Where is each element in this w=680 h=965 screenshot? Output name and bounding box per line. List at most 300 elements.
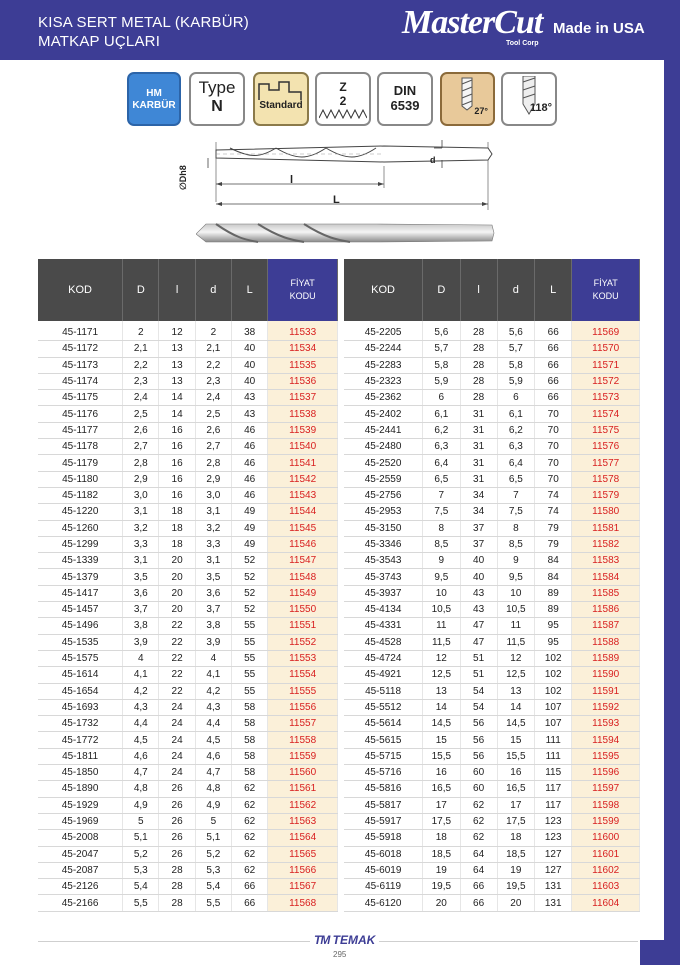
cell-D: 6,3 [423,439,460,455]
cell-price: 11591 [572,683,640,699]
cell-d: 13 [497,683,534,699]
cell-l: 18 [159,536,195,552]
badge-flutes [315,72,371,126]
table-row [344,553,640,569]
cell-kod: 45-1299 [38,536,123,552]
cell-l: 28 [159,862,195,878]
cell-L: 58 [232,699,268,715]
cell-kod: 45-1654 [38,683,123,699]
table-row [344,879,640,895]
table-row [38,830,338,846]
cell-D: 9 [423,553,460,569]
table-row [344,341,640,357]
cell-kod: 45-1172 [38,341,123,357]
table-row [38,536,338,552]
table-row [344,406,640,422]
cell-D: 5,7 [423,341,460,357]
table-row [344,585,640,601]
cell-d: 2,1 [195,341,231,357]
cell-kod: 45-2008 [38,830,123,846]
table-row [38,520,338,536]
diagram-label-L: L [333,194,340,206]
cell-d: 5,9 [497,373,534,389]
cell-D: 6,4 [423,455,460,471]
cell-L: 79 [535,536,572,552]
cell-l: 16 [159,487,195,503]
cell-L: 43 [232,390,268,406]
cell-kod: 45-6120 [344,895,423,911]
table-row [38,602,338,618]
cell-D: 3,8 [123,618,159,634]
cell-price: 11555 [268,683,338,699]
cell-kod: 45-1182 [38,487,123,503]
cell-L: 84 [535,553,572,569]
footer-brand-logo [310,933,379,947]
table-row [344,602,640,618]
cell-d: 6 [497,390,534,406]
table-row [344,357,640,373]
cell-D: 10 [423,585,460,601]
col-header-l: l [460,259,497,321]
cell-price: 11563 [268,813,338,829]
cell-L: 70 [535,471,572,487]
cell-price: 11599 [572,813,640,829]
cell-l: 24 [159,699,195,715]
cell-L: 52 [232,585,268,601]
cell-L: 89 [535,585,572,601]
table-row [38,634,338,650]
cell-kod: 45-1175 [38,390,123,406]
cell-kod: 45-1173 [38,357,123,373]
cell-d: 17,5 [497,813,534,829]
cell-d: 4,8 [195,781,231,797]
cell-l: 24 [159,732,195,748]
cell-l: 66 [460,895,497,911]
table-row [344,536,640,552]
cell-d: 15 [497,732,534,748]
table-row [38,667,338,683]
col-header-kod: KOD [344,259,423,321]
cell-price: 11569 [572,321,640,341]
cell-L: 74 [535,504,572,520]
cell-kod: 45-2953 [344,504,423,520]
cell-L: 95 [535,618,572,634]
cell-kod: 45-5512 [344,699,423,715]
cell-d: 4,1 [195,667,231,683]
cell-D: 5,5 [123,895,159,911]
cell-price: 11578 [572,471,640,487]
cell-kod: 45-4724 [344,650,423,666]
helix-angle-value: 27° [474,106,488,116]
cell-l: 64 [460,846,497,862]
badge-hm-line2: KARBÜR [132,100,176,111]
cell-d: 10 [497,585,534,601]
table-row [38,650,338,666]
cell-D: 2,3 [123,373,159,389]
price-header-line1: FİYAT [290,278,315,288]
cell-kod: 45-5918 [344,830,423,846]
cell-price: 11574 [572,406,640,422]
cell-D: 6,1 [423,406,460,422]
cell-kod: 45-1496 [38,618,123,634]
cell-l: 26 [159,781,195,797]
cell-l: 24 [159,716,195,732]
table-row [38,748,338,764]
cell-d: 4 [195,650,231,666]
cell-d: 3,7 [195,602,231,618]
cell-l: 14 [159,390,195,406]
cell-l: 28 [460,373,497,389]
table-header-row [38,259,338,321]
cell-D: 4 [123,650,159,666]
cell-price: 11601 [572,846,640,862]
cell-l: 16 [159,422,195,438]
cell-price: 11582 [572,536,640,552]
cell-L: 40 [232,341,268,357]
cell-D: 3,0 [123,487,159,503]
table-row [344,667,640,683]
cell-D: 5,4 [123,879,159,895]
cell-d: 17 [497,797,534,813]
badge-din-value: 6539 [390,98,420,113]
col-header-D: D [123,259,159,321]
table-row [38,406,338,422]
cell-D: 4,2 [123,683,159,699]
cell-L: 52 [232,602,268,618]
cell-L: 70 [535,439,572,455]
cell-l: 16 [159,439,195,455]
col-header-L: L [535,259,572,321]
cell-price: 11592 [572,699,640,715]
cell-kod: 45-5816 [344,781,423,797]
cell-d: 5,2 [195,846,231,862]
cell-L: 70 [535,422,572,438]
table-row [38,895,338,911]
cell-price: 11594 [572,732,640,748]
table-row [344,813,640,829]
cell-price: 11604 [572,895,640,911]
cell-D: 4,4 [123,716,159,732]
cell-l: 31 [460,422,497,438]
table-row [38,341,338,357]
cell-D: 5 [123,813,159,829]
cell-L: 66 [535,321,572,341]
cell-d: 5,3 [195,862,231,878]
cell-D: 16,5 [423,781,460,797]
cell-d: 6,5 [497,471,534,487]
cell-D: 19,5 [423,879,460,895]
cell-price: 11579 [572,487,640,503]
cell-l: 60 [460,781,497,797]
badge-hm-line1: HM [146,88,162,99]
cell-d: 14 [497,699,534,715]
cell-l: 43 [460,585,497,601]
table-row [38,716,338,732]
badge-standard-label: Standard [259,100,303,111]
cell-L: 70 [535,455,572,471]
cell-l: 26 [159,830,195,846]
cell-kod: 45-1174 [38,373,123,389]
cell-d: 6,2 [497,422,534,438]
cell-price: 11573 [572,390,640,406]
table-row [344,862,640,878]
cell-L: 62 [232,813,268,829]
table-row [38,439,338,455]
cell-price: 11564 [268,830,338,846]
cell-kod: 45-5716 [344,765,423,781]
cell-price: 11550 [268,602,338,618]
cell-kod: 45-5715 [344,748,423,764]
cell-kod: 45-5917 [344,813,423,829]
cell-d: 2,5 [195,406,231,422]
cell-l: 28 [460,321,497,341]
cell-L: 79 [535,520,572,536]
cell-kod: 45-4134 [344,602,423,618]
cell-D: 11,5 [423,634,460,650]
cell-D: 16 [423,765,460,781]
cell-kod: 45-1732 [38,716,123,732]
cell-price: 11559 [268,748,338,764]
cell-d: 3,3 [195,536,231,552]
cell-D: 5,1 [123,830,159,846]
badge-helix-angle [440,72,495,126]
cell-D: 17 [423,797,460,813]
table-row [38,683,338,699]
cell-kod: 45-2087 [38,862,123,878]
cell-L: 49 [232,536,268,552]
temak-logo-icon: TM [314,933,330,947]
cell-price: 11558 [268,732,338,748]
cell-d: 19 [497,862,534,878]
made-in-label: Made in USA [553,20,645,37]
cell-l: 34 [460,487,497,503]
cell-kod: 45-2166 [38,895,123,911]
cell-D: 3,3 [123,536,159,552]
badge-type-label: Type [198,78,236,97]
cell-l: 26 [159,846,195,862]
cell-d: 20 [497,895,534,911]
cell-D: 8 [423,520,460,536]
table-row [344,471,640,487]
cell-price: 11577 [572,455,640,471]
cell-L: 58 [232,765,268,781]
cell-l: 20 [159,602,195,618]
cell-l: 22 [159,634,195,650]
table-row [38,422,338,438]
table-row [38,585,338,601]
cell-price: 11584 [572,569,640,585]
badge-din [377,72,433,126]
cell-D: 3,2 [123,520,159,536]
price-header-line2: KODU [289,291,316,301]
cell-d: 9,5 [497,569,534,585]
cell-d: 3,1 [195,504,231,520]
cell-L: 46 [232,471,268,487]
cell-kod: 45-2480 [344,439,423,455]
cell-L: 74 [535,487,572,503]
cell-D: 4,8 [123,781,159,797]
cell-L: 107 [535,716,572,732]
table-body-right [344,321,640,911]
cell-d: 5,7 [497,341,534,357]
cell-price: 11575 [572,422,640,438]
cell-price: 11549 [268,585,338,601]
cell-price: 11581 [572,520,640,536]
cell-price: 11565 [268,846,338,862]
cell-D: 6 [423,390,460,406]
cell-d: 8 [497,520,534,536]
cell-d: 2,9 [195,471,231,487]
cell-D: 5,3 [123,862,159,878]
cell-l: 18 [159,504,195,520]
table-row [38,813,338,829]
cell-L: 70 [535,406,572,422]
table-row [38,321,338,341]
cell-D: 15,5 [423,748,460,764]
cell-kod: 45-1575 [38,650,123,666]
cell-kod: 45-2520 [344,455,423,471]
cell-kod: 45-1260 [38,520,123,536]
cell-price: 11583 [572,553,640,569]
cell-kod: 45-3543 [344,553,423,569]
cell-price: 11602 [572,862,640,878]
cell-d: 3,1 [195,553,231,569]
cell-price: 11535 [268,357,338,373]
cell-L: 102 [535,667,572,683]
cell-d: 11,5 [497,634,534,650]
brand-subtitle: Tool Corp [506,40,539,47]
cell-D: 3,1 [123,504,159,520]
cell-kod: 45-1772 [38,732,123,748]
cell-kod: 45-5614 [344,716,423,732]
col-header-D: D [423,259,460,321]
cell-D: 4,5 [123,732,159,748]
table-row [38,487,338,503]
cell-D: 7 [423,487,460,503]
cell-kod: 45-2323 [344,373,423,389]
cell-price: 11603 [572,879,640,895]
cell-price: 11537 [268,390,338,406]
badge-din-label: DIN [393,83,417,98]
page-title-line1: KISA SERT METAL (KARBÜR) [38,14,249,31]
cell-kod: 45-1693 [38,699,123,715]
table-row [344,716,640,732]
cell-L: 111 [535,748,572,764]
cell-d: 2,3 [195,373,231,389]
cell-d: 2,4 [195,390,231,406]
cell-l: 28 [159,879,195,895]
cell-d: 6,1 [497,406,534,422]
cell-L: 127 [535,862,572,878]
cell-L: 46 [232,487,268,503]
cell-l: 47 [460,634,497,650]
cell-price: 11546 [268,536,338,552]
cell-l: 51 [460,650,497,666]
cell-L: 46 [232,422,268,438]
cell-L: 111 [535,732,572,748]
cell-kod: 45-2402 [344,406,423,422]
header-bar [0,0,680,60]
cell-D: 7,5 [423,504,460,520]
table-row [344,634,640,650]
col-header-price [572,259,640,321]
cell-price: 11539 [268,422,338,438]
cell-kod: 45-3346 [344,536,423,552]
table-row [38,569,338,585]
cell-d: 4,5 [195,732,231,748]
cell-d: 5,4 [195,879,231,895]
cell-kod: 45-1535 [38,634,123,650]
cell-L: 115 [535,765,572,781]
cell-L: 46 [232,455,268,471]
cell-l: 43 [460,602,497,618]
cell-kod: 45-5118 [344,683,423,699]
cell-price: 11571 [572,357,640,373]
cell-kod: 45-2244 [344,341,423,357]
cell-kod: 45-1180 [38,471,123,487]
cell-kod: 45-1811 [38,748,123,764]
table-row [344,487,640,503]
cell-d: 10,5 [497,602,534,618]
cell-D: 3,6 [123,585,159,601]
table-row [344,455,640,471]
cell-kod: 45-1850 [38,765,123,781]
cell-d: 19,5 [497,879,534,895]
diagram-label-l: l [290,174,294,186]
cell-price: 11562 [268,797,338,813]
cell-D: 13 [423,683,460,699]
col-header-d: d [497,259,534,321]
cell-l: 54 [460,699,497,715]
cell-l: 40 [460,569,497,585]
cell-kod: 45-1890 [38,781,123,797]
cell-kod: 45-1176 [38,406,123,422]
cell-kod: 45-5817 [344,797,423,813]
cell-L: 84 [535,569,572,585]
diagram-label-dh8: ∅Dh8 [178,165,188,190]
badge-z-label: Z [339,80,347,94]
table-row [38,618,338,634]
cell-L: 66 [535,373,572,389]
cell-l: 28 [460,357,497,373]
cell-price: 11598 [572,797,640,813]
point-angle-value: 118° [529,102,552,114]
cell-d: 3,0 [195,487,231,503]
cell-L: 58 [232,748,268,764]
col-header-l: l [159,259,195,321]
cell-D: 6,5 [423,471,460,487]
cell-l: 47 [460,618,497,634]
cell-d: 11 [497,618,534,634]
cell-L: 66 [535,390,572,406]
cell-L: 117 [535,797,572,813]
cell-price: 11589 [572,650,640,666]
table-row [344,748,640,764]
cell-l: 20 [159,569,195,585]
cell-price: 11554 [268,667,338,683]
cell-D: 14,5 [423,716,460,732]
price-header-line1: FİYAT [593,278,618,288]
cell-L: 102 [535,683,572,699]
cell-l: 28 [159,895,195,911]
cell-d: 7,5 [497,504,534,520]
cell-L: 62 [232,846,268,862]
table-row [38,699,338,715]
cell-l: 56 [460,748,497,764]
cell-D: 12 [423,650,460,666]
cell-price: 11597 [572,781,640,797]
right-accent-bar [664,60,680,950]
